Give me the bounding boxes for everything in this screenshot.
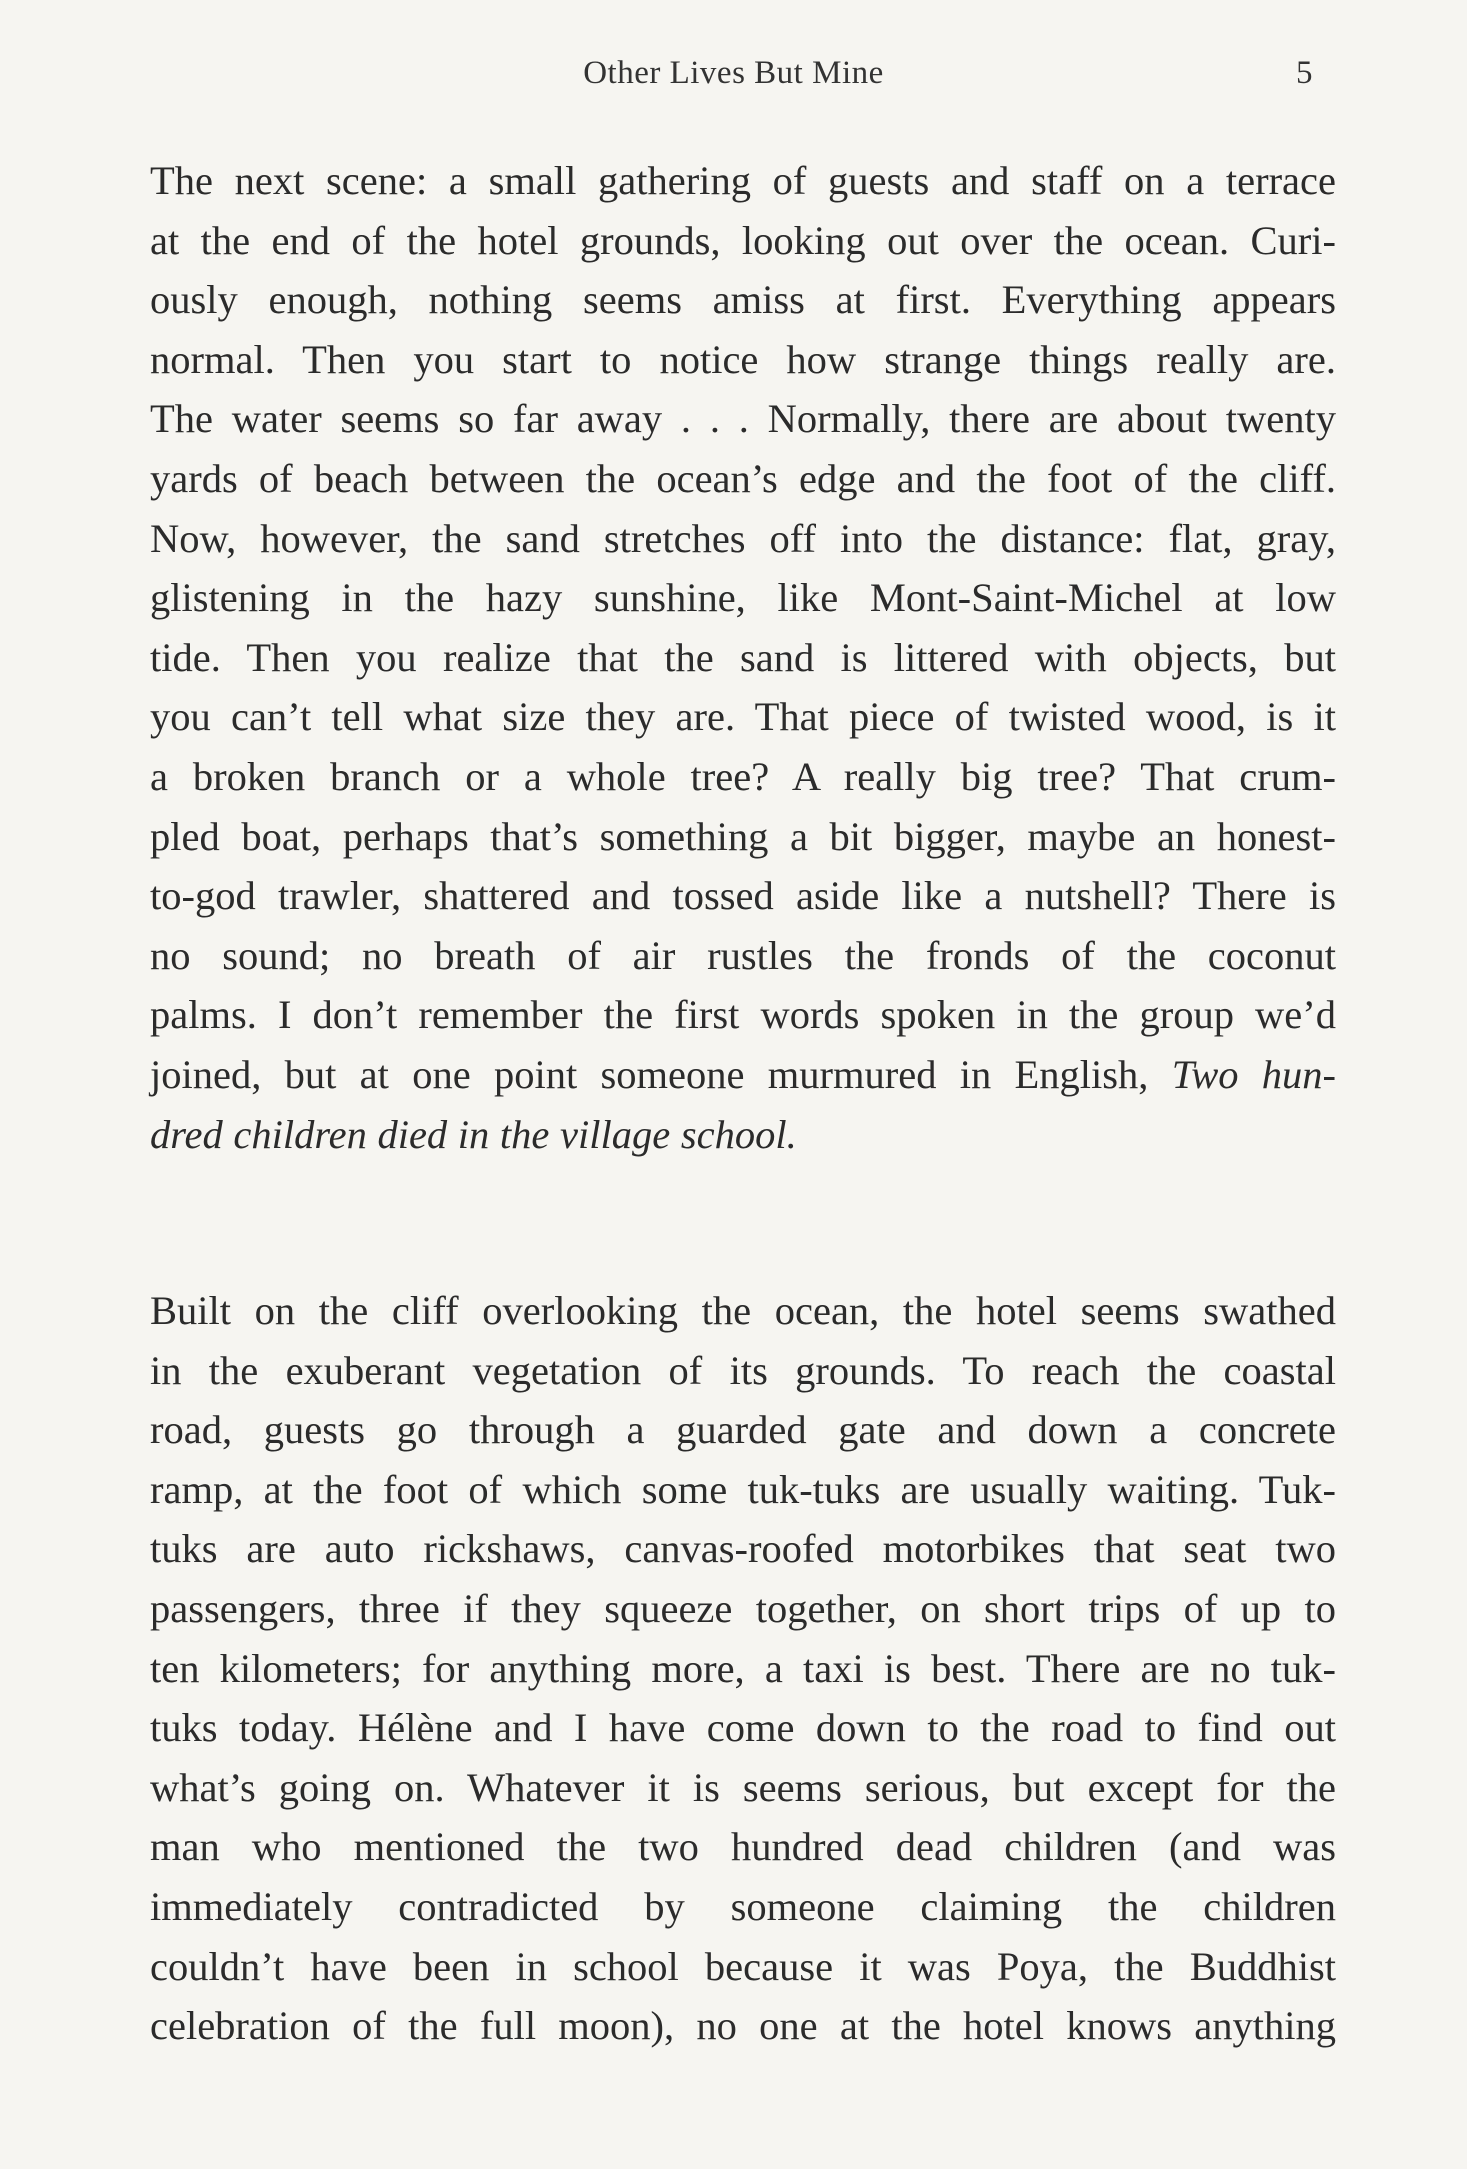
text-line: a broken branch or a whole tree? A really big tree? That crum-: [150, 753, 1336, 799]
text-line: yards of beach between the ocean’s edge and the foot of the cliff.: [150, 455, 1336, 501]
text-line: passengers, three if they squeeze together, on short trips of up to: [150, 1585, 1336, 1631]
text-line: pled boat, perhaps that’s something a bit bigger, maybe an honest-: [150, 813, 1336, 859]
text-line: road, guests go through a guarded gate and down a concrete: [150, 1407, 1336, 1453]
italic-quote-end: dred children died in the village school.: [150, 1111, 797, 1157]
text-line: Now, however, the sand stretches off into the distance: flat, gray,: [150, 515, 1336, 561]
text-line: celebration of the full moon), no one at the hotel knows anything: [150, 2003, 1336, 2049]
text-line: in the exuberant vegetation of its grounds. To reach the coastal: [150, 1347, 1336, 1393]
text-line: immediately contradicted by someone claiming the children: [150, 1883, 1336, 1929]
text-line: couldn’t have been in school because it was Poya, the Buddhist: [150, 1943, 1336, 1989]
text-line: tuks today. Hélène and I have come down to the road to find out: [150, 1705, 1336, 1751]
text-line: normal. Then you start to notice how strange things really are.: [150, 336, 1336, 382]
text-line: ously enough, nothing seems amiss at first. Everything appears: [150, 277, 1336, 323]
running-head-title: Other Lives But Mine: [583, 55, 884, 91]
running-head: [0, 55, 1467, 105]
text-line: you can’t tell what size they are. That piece of twisted wood, is it: [150, 694, 1336, 740]
page-number: 5: [1296, 55, 1313, 91]
text-line: man who mentioned the two hundred dead children (and was: [150, 1824, 1336, 1870]
text-line: The water seems so far away . . . Normally, there are about twenty: [150, 396, 1336, 442]
text-line: no sound; no breath of air rustles the fronds of the coconut: [150, 932, 1336, 978]
text-line: at the end of the hotel grounds, looking out over the ocean. Curi-: [150, 217, 1336, 263]
text-line: to-god trawler, shattered and tossed aside like a nutshell? There is: [150, 873, 1336, 919]
text-line-italic: [150, 1105, 1336, 1165]
text-line: tuks are auto rickshaws, canvas-roofed motorbikes that seat two: [150, 1526, 1336, 1572]
text-line-mixed: [150, 1045, 1336, 1105]
text-line-roman: joined, but at one point someone murmured in English,: [150, 1051, 1149, 1097]
text-line: Built on the cliff overlooking the ocean, the hotel seems swathed: [150, 1288, 1336, 1333]
text-line: what’s going on. Whatever it is seems serious, but except for the: [150, 1764, 1336, 1810]
text-line: tide. Then you realize that the sand is littered with objects, but: [150, 634, 1336, 680]
text-line: ramp, at the foot of which some tuk-tuks are usually waiting. Tuk-: [150, 1466, 1336, 1512]
text-line: ten kilometers; for anything more, a taxi is best. There are no tuk-: [150, 1645, 1336, 1691]
text-line: glistening in the hazy sunshine, like Mont-Saint-Michel at low: [150, 575, 1336, 621]
paragraph-2: [150, 1281, 1336, 2056]
italic-quote-start: Two hun-: [1171, 1051, 1337, 1097]
paragraph-1: [150, 151, 1336, 1164]
text-line: palms. I don’t remember the first words spoken in the group we’d: [150, 992, 1336, 1038]
text-line: The next scene: a small gathering of guests and staff on a terrace: [150, 158, 1336, 203]
